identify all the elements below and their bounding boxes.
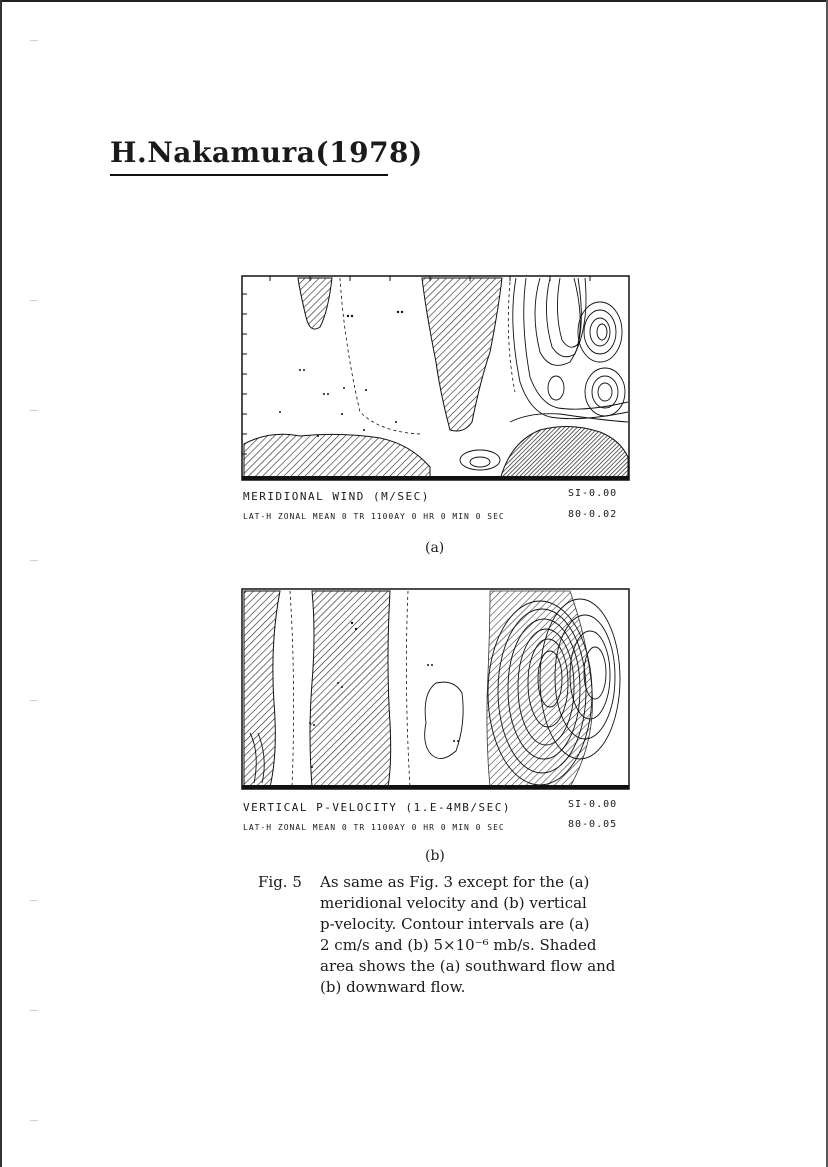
caption-line: 2 cm/s and (b) 5×10⁻⁶ mb/s. Shaded: [320, 936, 597, 954]
panel-a-label: (a): [425, 540, 445, 556]
page-edge-left: [0, 0, 2, 1167]
caption-line: area shows the (a) southward flow and: [320, 957, 616, 975]
panel-b-figure: [240, 583, 634, 795]
margin-mark: [30, 410, 38, 411]
margin-mark: [30, 1120, 38, 1121]
title-underline: [110, 174, 388, 176]
panel-a-param1: SI-0.00: [568, 488, 618, 499]
margin-mark: [30, 300, 38, 301]
caption-line: (b) downward flow.: [320, 978, 466, 996]
page-title: H.Nakamura(1978): [110, 136, 423, 169]
panel-b-subtitle: LAT-H ZONAL MEAN 0 TR 1100AY 0 HR 0 MIN 0 SEC: [243, 823, 505, 832]
margin-mark: [30, 40, 38, 41]
margin-mark: [30, 560, 38, 561]
panel-a-title: MERIDIONAL WIND (M/SEC): [243, 490, 430, 503]
panel-a-figure: [240, 272, 632, 484]
panel-b-label: (b): [425, 848, 445, 864]
vertical-p-velocity-contour-plot: [240, 583, 634, 795]
caption-line: p-velocity. Contour intervals are (a): [320, 915, 590, 933]
caption-line: As same as Fig. 3 except for the (a): [320, 873, 590, 891]
meridional-wind-contour-plot: [240, 272, 632, 484]
page-edge-top: [0, 0, 828, 2]
figure-number: Fig. 5: [258, 873, 302, 891]
panel-b-title: VERTICAL P-VELOCITY (1.E-4MB/SEC): [243, 801, 512, 814]
margin-mark: [30, 900, 38, 901]
margin-mark: [30, 700, 38, 701]
margin-mark: [30, 1010, 38, 1011]
panel-b-param2: 80-0.05: [568, 819, 618, 830]
caption-line: meridional velocity and (b) vertical: [320, 894, 587, 912]
panel-b-param1: SI-0.00: [568, 799, 618, 810]
panel-a-subtitle: LAT-H ZONAL MEAN 0 TR 1100AY 0 HR 0 MIN 0 SEC: [243, 512, 505, 521]
panel-a-param2: 80-0.02: [568, 509, 618, 520]
